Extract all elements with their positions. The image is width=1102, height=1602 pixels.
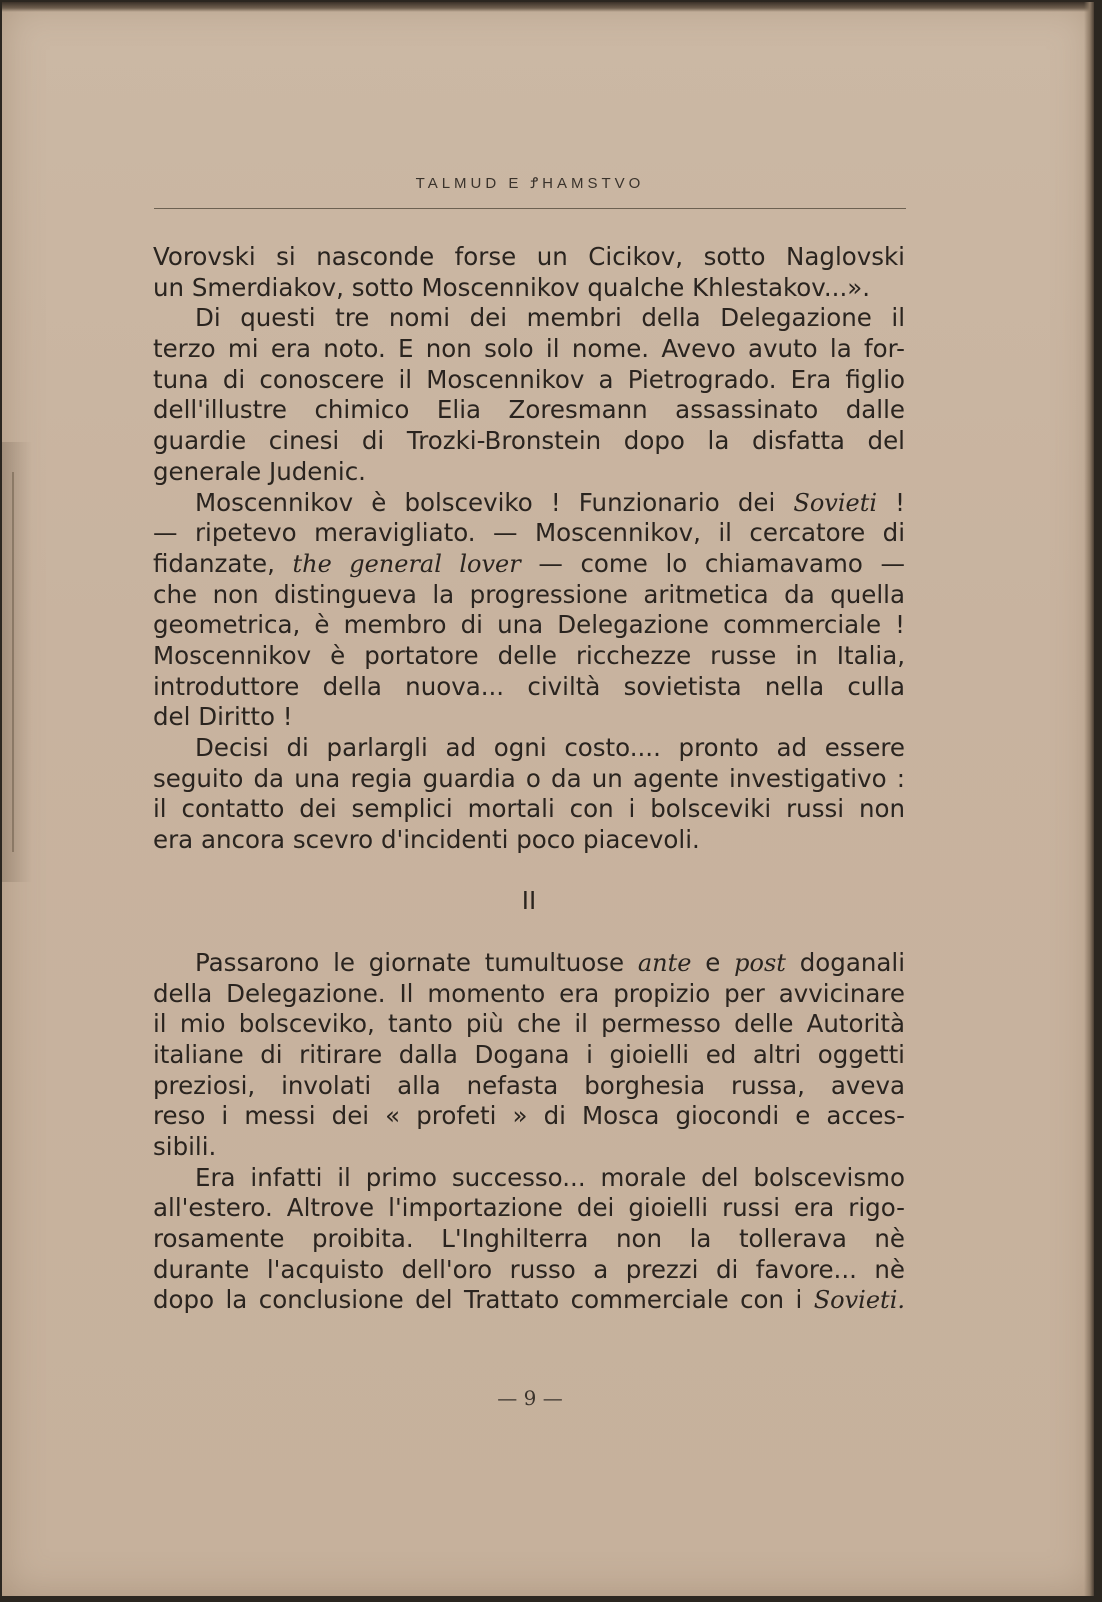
text-line: sibili. — [153, 1131, 217, 1161]
text-line — [153, 549, 905, 580]
text-line: che non distingueva la progressione aritmetica da quella — [153, 579, 905, 609]
text-line: dell'illustre chimico Elia Zoresmann assassinato dalle — [153, 395, 905, 425]
italic-term: ante — [637, 948, 692, 977]
text-line — [153, 1285, 905, 1316]
italic-term: the general lover — [292, 549, 521, 578]
text-line: generale Judenic. — [153, 456, 366, 486]
text-line: italiane di ritirare dalla Dogana i gioielli ed altri oggetti — [153, 1039, 905, 1069]
text-line: reso i messi dei « profeti » di Mosca giocondi e acces- — [153, 1101, 905, 1131]
italic-term: post — [734, 948, 786, 977]
text-line: era ancora scevro d'incidenti poco piacevoli. — [153, 825, 700, 855]
text-line: Vorovski si nasconde forse un Cicikov, sotto Naglovski — [153, 242, 905, 271]
text-run: e — [691, 947, 735, 977]
text-run: Moscennikov è bolsceviko ! Funzionario dei — [195, 487, 794, 517]
text-line: seguito da una regia guardia o da un agente investigativo : — [153, 763, 905, 793]
text-line — [153, 488, 905, 519]
text-run: ! — [877, 487, 906, 517]
section-number: II — [521, 886, 537, 916]
italic-term: Sovieti. — [813, 1286, 905, 1315]
text-line: del Diritto ! — [153, 702, 293, 732]
page-right-edge — [1084, 2, 1094, 1596]
text-line: geometrica, è membro di una Delegazione commerciale ! — [153, 610, 905, 640]
text-line: tuna di conoscere il Moscennikov a Pietrogrado. Era figlio — [153, 364, 905, 394]
text-line: — ripetevo meravigliato. — Moscennikov, il cercatore di — [153, 518, 905, 548]
text-line: Di questi tre nomi dei membri della Delegazione il — [195, 303, 905, 333]
text-line — [153, 948, 905, 979]
body-text — [153, 242, 905, 1316]
book-page — [2, 2, 1094, 1596]
text-line: introduttore della nuova... civiltà sovietista nella culla — [153, 671, 905, 701]
text-line: Decisi di parlargli ad ogni costo.... pronto ad essere — [195, 733, 905, 762]
text-line: guardie cinesi di Trozki-Bronstein dopo la disfatta del — [153, 426, 905, 456]
text-line: il mio bolsceviko, tanto più che il permesso delle Autorità — [153, 1009, 905, 1039]
text-run: dopo la conclusione del Trattato commerciale con i — [153, 1285, 814, 1315]
text-run: doganali — [785, 947, 905, 977]
page-binding-stain — [2, 442, 32, 882]
running-head: TALMUD E ꝬHAMSTVO — [415, 175, 645, 192]
page-top-edge — [2, 2, 1094, 12]
text-line: Era infatti il primo successo... morale del bolscevismo — [195, 1162, 905, 1192]
page-number: — 9 — — [497, 1386, 563, 1410]
text-run: — come lo chiamavamo — — [520, 548, 906, 578]
text-run: fidanzate, — [153, 548, 293, 578]
text-line: della Delegazione. Il momento era propizio per avvicinare — [153, 978, 905, 1008]
blank-line — [153, 917, 905, 948]
text-line: un Smerdiakov, sotto Moscennikov qualche Khlestakov...». — [153, 272, 871, 302]
header-rule — [154, 208, 906, 209]
text-line: preziosi, involati alla nefasta borghesia russa, aveva — [153, 1070, 905, 1100]
blank-line — [153, 856, 905, 887]
text-line: Moscennikov è portatore delle ricchezze russe in Italia, — [153, 640, 905, 670]
text-line: rosamente proibita. L'Inghilterra non la tollerava nè — [153, 1224, 905, 1253]
text-line: all'estero. Altrove l'importazione dei gioielli russi era rigo- — [153, 1193, 905, 1223]
page-binding-line — [12, 472, 14, 852]
text-line: il contatto dei semplici mortali con i bolsceviki russi non — [153, 794, 905, 824]
text-line: terzo mi era noto. E non solo il nome. Avevo avuto la for- — [153, 334, 905, 364]
text-run: Passarono le giornate tumultuose — [195, 947, 638, 977]
text-line: durante l'acquisto dell'oro russo a prezzi di favore... nè — [153, 1254, 905, 1284]
italic-term: Sovieti — [793, 488, 878, 517]
